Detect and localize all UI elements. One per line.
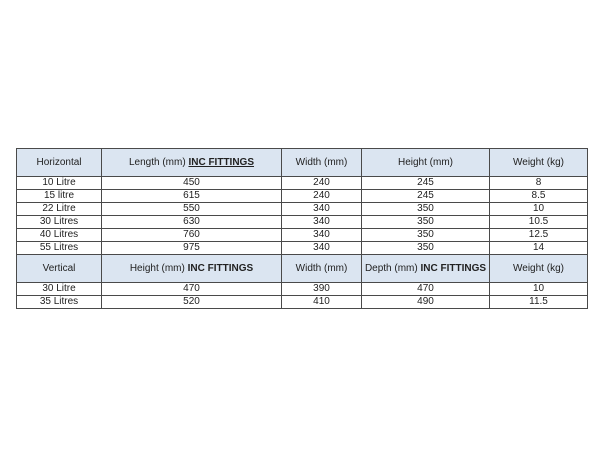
length-header-label: Length (mm)	[128, 157, 189, 168]
height-cell: 245	[362, 177, 490, 190]
depth-header-emphasis: INC FITTINGS	[420, 263, 487, 274]
weight-cell: 11.5	[490, 296, 588, 309]
orientation-header: Vertical	[17, 255, 102, 283]
height-cell: 520	[102, 296, 282, 309]
table-row	[17, 296, 588, 309]
width-cell: 390	[282, 283, 362, 296]
width-cell: 340	[282, 229, 362, 242]
length-cell: 615	[102, 190, 282, 203]
height-cell: 350	[362, 216, 490, 229]
depth-header	[362, 255, 490, 283]
length-header	[102, 149, 282, 177]
depth-cell: 490	[362, 296, 490, 309]
weight-cell: 10	[490, 203, 588, 216]
weight-header: Weight (kg)	[490, 149, 588, 177]
dimensions-table	[16, 148, 588, 309]
length-cell: 760	[102, 229, 282, 242]
table-row	[17, 216, 588, 229]
weight-header: Weight (kg)	[490, 255, 588, 283]
length-header-emphasis: INC FITTINGS	[188, 157, 255, 168]
width-header: Width (mm)	[282, 149, 362, 177]
horizontal-header-row	[17, 149, 588, 177]
length-cell: 450	[102, 177, 282, 190]
weight-cell: 14	[490, 242, 588, 255]
height-cell: 470	[102, 283, 282, 296]
table-row	[17, 283, 588, 296]
table-row	[17, 229, 588, 242]
table-row	[17, 190, 588, 203]
weight-cell: 8	[490, 177, 588, 190]
width-header: Width (mm)	[282, 255, 362, 283]
size-cell: 35 Litres	[17, 296, 102, 309]
depth-header-label: Depth (mm)	[364, 263, 421, 274]
height-cell: 350	[362, 242, 490, 255]
size-cell: 10 Litre	[17, 177, 102, 190]
width-cell: 340	[282, 203, 362, 216]
length-cell: 550	[102, 203, 282, 216]
table-row	[17, 203, 588, 216]
width-cell: 340	[282, 216, 362, 229]
depth-cell: 470	[362, 283, 490, 296]
orientation-header: Horizontal	[17, 149, 102, 177]
size-cell: 15 litre	[17, 190, 102, 203]
vertical-header-row	[17, 255, 588, 283]
length-cell: 975	[102, 242, 282, 255]
height-header	[102, 255, 282, 283]
table-row	[17, 177, 588, 190]
height-header: Height (mm)	[362, 149, 490, 177]
table-row	[17, 242, 588, 255]
size-cell: 22 Litre	[17, 203, 102, 216]
size-cell: 30 Litres	[17, 216, 102, 229]
width-cell: 240	[282, 177, 362, 190]
length-cell: 630	[102, 216, 282, 229]
weight-cell: 8.5	[490, 190, 588, 203]
size-cell: 55 Litres	[17, 242, 102, 255]
weight-cell: 10.5	[490, 216, 588, 229]
width-cell: 240	[282, 190, 362, 203]
width-cell: 340	[282, 242, 362, 255]
height-cell: 245	[362, 190, 490, 203]
size-cell: 40 Litres	[17, 229, 102, 242]
height-header-label: Height (mm)	[129, 263, 188, 274]
height-cell: 350	[362, 203, 490, 216]
weight-cell: 10	[490, 283, 588, 296]
weight-cell: 12.5	[490, 229, 588, 242]
height-header-emphasis: INC FITTINGS	[187, 263, 254, 274]
height-cell: 350	[362, 229, 490, 242]
size-cell: 30 Litre	[17, 283, 102, 296]
width-cell: 410	[282, 296, 362, 309]
